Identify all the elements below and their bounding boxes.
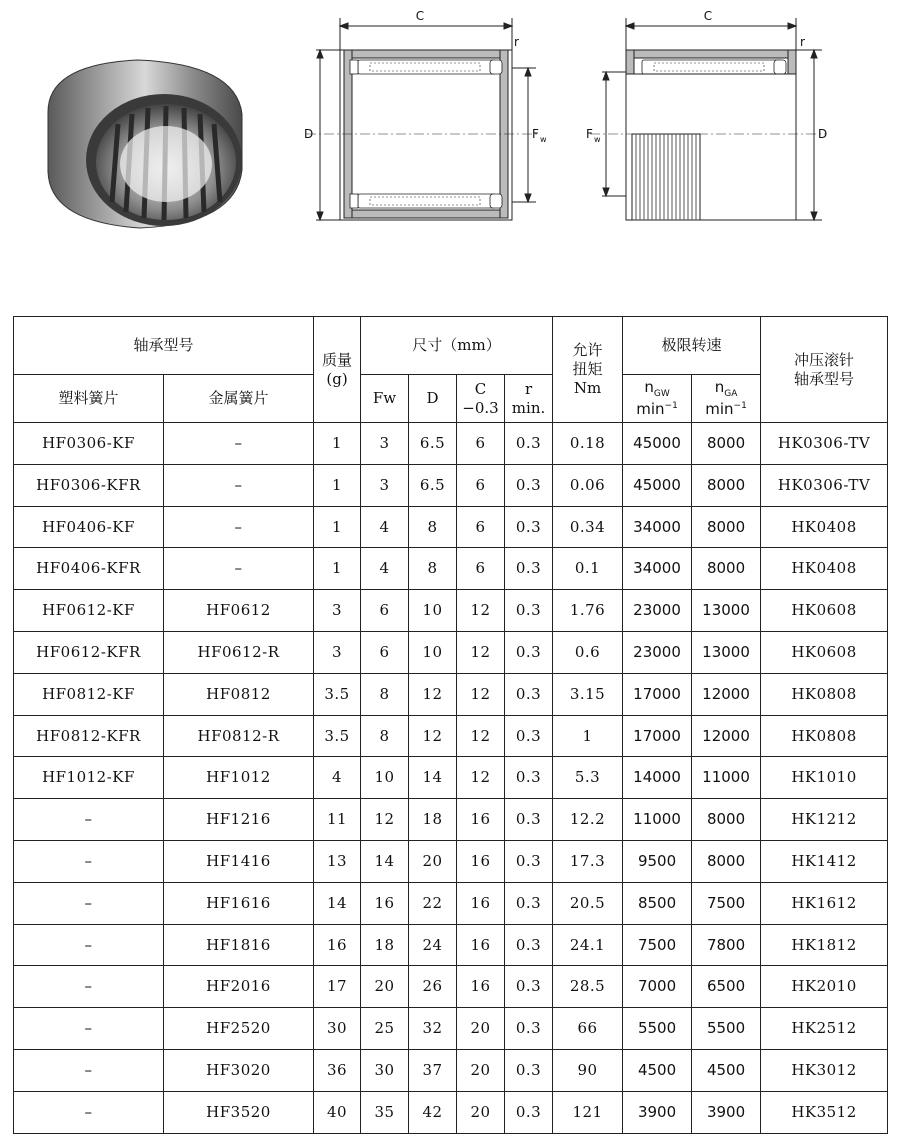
table-row [14,966,888,1008]
header-ngw-unit: min [636,400,665,419]
cell-hk: HK3512 [761,1091,888,1133]
cell-hk: HK1612 [761,882,888,924]
cell-r: 0.3 [505,631,553,673]
cell-d: 12 [409,673,457,715]
section-drawing-right [580,6,836,228]
right-c-label: C [703,9,713,23]
cell-mass: 1 [314,506,361,548]
cell-mass: 3 [314,590,361,632]
cell-torque: 121 [553,1091,623,1133]
cell-hk: HK0408 [761,548,888,590]
cell-d: 22 [409,882,457,924]
header-bearing-model: 轴承型号 [14,317,314,375]
cell-nga: 8000 [692,464,761,506]
cell-ngw: 23000 [623,590,692,632]
cell-nga: 7500 [692,882,761,924]
cell-r: 0.3 [505,590,553,632]
cell-mass: 3 [314,631,361,673]
cell-ngw: 7500 [623,924,692,966]
cell-nga: 8000 [692,840,761,882]
cell-mass: 11 [314,799,361,841]
cell-nga: 13000 [692,590,761,632]
cell-plastic: HF0306-KF [14,423,164,465]
table-row [14,715,888,757]
cell-plastic: – [14,966,164,1008]
cell-nga: 8000 [692,799,761,841]
cell-hk: HK1010 [761,757,888,799]
table-row [14,924,888,966]
cell-mass: 17 [314,966,361,1008]
cell-plastic: – [14,840,164,882]
cell-torque: 0.6 [553,631,623,673]
table-row [14,757,888,799]
cell-c: 12 [457,631,505,673]
cell-fw: 10 [361,757,409,799]
cell-metal: HF3520 [164,1091,314,1133]
cell-fw: 20 [361,966,409,1008]
cell-c: 6 [457,548,505,590]
cell-fw: 25 [361,1008,409,1050]
cell-mass: 30 [314,1008,361,1050]
cell-fw: 4 [361,548,409,590]
table-row [14,590,888,632]
cell-r: 0.3 [505,673,553,715]
table-row [14,799,888,841]
cell-hk: HK0306-TV [761,423,888,465]
left-c-label: C [415,9,425,23]
cell-mass: 1 [314,548,361,590]
cell-metal: HF2016 [164,966,314,1008]
header-nga-sup: −1 [733,401,747,412]
cell-d: 20 [409,840,457,882]
header-hk-line2: 轴承型号 [794,369,855,388]
cell-nga: 8000 [692,548,761,590]
left-d-label: D [304,127,314,141]
cell-fw: 30 [361,1049,409,1091]
header-torque [553,317,623,423]
cell-plastic: HF1012-KF [14,757,164,799]
cell-c: 12 [457,590,505,632]
bearing-spec-table [13,316,888,1134]
cell-d: 24 [409,924,457,966]
cell-hk: HK0808 [761,673,888,715]
header-dimensions: 尺寸（mm） [361,317,553,375]
header-torque-line3: Nm [573,378,602,397]
cell-hk: HK2512 [761,1008,888,1050]
cell-d: 14 [409,757,457,799]
table-row [14,548,888,590]
cell-plastic: HF0612-KF [14,590,164,632]
cell-metal: HF0812-R [164,715,314,757]
table-row [14,673,888,715]
cell-fw: 4 [361,506,409,548]
cell-ngw: 17000 [623,715,692,757]
cell-hk: HK0608 [761,631,888,673]
header-d: D [409,375,457,423]
cell-torque: 1 [553,715,623,757]
cell-nga: 4500 [692,1049,761,1091]
cell-ngw: 17000 [623,673,692,715]
cell-d: 18 [409,799,457,841]
table-row [14,506,888,548]
cell-ngw: 11000 [623,799,692,841]
cell-nga: 11000 [692,757,761,799]
cell-torque: 20.5 [553,882,623,924]
cell-fw: 3 [361,423,409,465]
cell-torque: 24.1 [553,924,623,966]
cell-nga: 12000 [692,715,761,757]
cell-hk: HK0808 [761,715,888,757]
cell-c: 16 [457,840,505,882]
header-nga-unit: min [705,400,734,419]
cell-d: 32 [409,1008,457,1050]
cell-ngw: 45000 [623,423,692,465]
cell-fw: 14 [361,840,409,882]
cell-hk: HK1412 [761,840,888,882]
cell-plastic: HF0406-KF [14,506,164,548]
cell-r: 0.3 [505,757,553,799]
table-row [14,464,888,506]
cell-nga: 3900 [692,1091,761,1133]
right-fw-label: F [586,127,593,141]
cell-fw: 6 [361,590,409,632]
cell-ngw: 9500 [623,840,692,882]
cell-plastic: – [14,924,164,966]
cell-hk: HK0408 [761,506,888,548]
cell-ngw: 23000 [623,631,692,673]
cell-c: 6 [457,423,505,465]
cell-metal: HF0612 [164,590,314,632]
cell-c: 20 [457,1091,505,1133]
cell-nga: 8000 [692,506,761,548]
cell-hk: HK1212 [761,799,888,841]
cell-plastic: HF0812-KFR [14,715,164,757]
cell-torque: 5.3 [553,757,623,799]
cell-fw: 12 [361,799,409,841]
cell-hk: HK2010 [761,966,888,1008]
cell-metal: HF1416 [164,840,314,882]
cell-torque: 90 [553,1049,623,1091]
cell-d: 42 [409,1091,457,1133]
cell-fw: 35 [361,1091,409,1133]
cell-d: 37 [409,1049,457,1091]
cell-nga: 8000 [692,423,761,465]
cell-hk: HK1812 [761,924,888,966]
cell-plastic: HF0306-KFR [14,464,164,506]
header-ngw-sub: GW [653,389,670,399]
cell-fw: 16 [361,882,409,924]
table-row [14,840,888,882]
cell-mass: 1 [314,423,361,465]
cell-fw: 6 [361,631,409,673]
header-hk-model [761,317,888,423]
header-ngw-n: n [644,378,654,396]
table-row [14,1008,888,1050]
cell-hk: HK0306-TV [761,464,888,506]
cell-plastic: – [14,882,164,924]
section-drawing-left [296,6,550,228]
cell-d: 12 [409,715,457,757]
cell-ngw: 4500 [623,1049,692,1091]
cell-torque: 0.18 [553,423,623,465]
cell-r: 0.3 [505,840,553,882]
cell-c: 6 [457,464,505,506]
cell-torque: 0.06 [553,464,623,506]
header-plastic-spring: 塑料簧片 [14,375,164,423]
cell-mass: 13 [314,840,361,882]
cell-metal: HF0612-R [164,631,314,673]
cell-plastic: HF0612-KFR [14,631,164,673]
cell-torque: 0.34 [553,506,623,548]
cell-nga: 13000 [692,631,761,673]
cell-mass: 16 [314,924,361,966]
header-mass-line1: 质量 [322,350,353,369]
cell-metal: HF3020 [164,1049,314,1091]
cell-r: 0.3 [505,799,553,841]
table-row [14,423,888,465]
table-row [14,1091,888,1133]
cell-plastic: – [14,799,164,841]
cell-hk: HK3012 [761,1049,888,1091]
figure-area [0,0,900,300]
table-body [14,423,888,1134]
cell-mass: 1 [314,464,361,506]
bearing-photo [28,52,260,234]
cell-metal: – [164,464,314,506]
cell-r: 0.3 [505,715,553,757]
cell-fw: 3 [361,464,409,506]
right-fw-sub: w [594,135,601,144]
cell-metal: HF1816 [164,924,314,966]
cell-ngw: 14000 [623,757,692,799]
cell-d: 6.5 [409,464,457,506]
header-mass [314,317,361,423]
cell-ngw: 8500 [623,882,692,924]
cell-r: 0.3 [505,423,553,465]
header-torque-line1: 允许 [572,341,603,360]
cell-plastic: – [14,1091,164,1133]
cell-c: 6 [457,506,505,548]
cell-mass: 4 [314,757,361,799]
cell-torque: 0.1 [553,548,623,590]
cell-metal: HF0812 [164,673,314,715]
header-hk-line1: 冲压滚针 [794,350,855,369]
cell-mass: 3.5 [314,715,361,757]
header-nga [692,375,761,423]
cell-ngw: 3900 [623,1091,692,1133]
cell-ngw: 34000 [623,548,692,590]
cell-c: 16 [457,882,505,924]
header-speed-limit: 极限转速 [623,317,761,375]
cell-torque: 17.3 [553,840,623,882]
cell-fw: 18 [361,924,409,966]
cell-c: 16 [457,924,505,966]
cell-metal: HF1216 [164,799,314,841]
cell-nga: 5500 [692,1008,761,1050]
cell-metal: – [164,506,314,548]
table-row [14,1049,888,1091]
cell-c: 20 [457,1008,505,1050]
header-fw: Fw [361,375,409,423]
cell-plastic: – [14,1008,164,1050]
cell-plastic: HF0406-KFR [14,548,164,590]
right-d-label: D [818,127,828,141]
header-nga-n: n [714,378,725,396]
cell-ngw: 34000 [623,506,692,548]
cell-torque: 12.2 [553,799,623,841]
cell-mass: 36 [314,1049,361,1091]
cell-c: 20 [457,1049,505,1091]
cell-mass: 40 [314,1091,361,1133]
cell-d: 26 [409,966,457,1008]
cell-c: 12 [457,715,505,757]
header-ngw-sup: −1 [664,401,678,412]
header-c-line2: −0.3 [462,398,499,417]
header-c-line1: C [474,379,487,398]
cell-c: 16 [457,799,505,841]
cell-torque: 28.5 [553,966,623,1008]
header-r [505,375,553,423]
cell-mass: 3.5 [314,673,361,715]
cell-r: 0.3 [505,924,553,966]
cell-r: 0.3 [505,464,553,506]
header-mass-line2: (g) [326,369,348,388]
cell-fw: 8 [361,715,409,757]
header-nga-sub: GA [724,389,738,399]
cell-metal: HF1616 [164,882,314,924]
cell-ngw: 5500 [623,1008,692,1050]
cell-metal: HF1012 [164,757,314,799]
cell-c: 12 [457,673,505,715]
cell-torque: 1.76 [553,590,623,632]
header-c [457,375,505,423]
cell-d: 10 [409,590,457,632]
left-fw-sub: w [540,135,547,144]
cell-c: 16 [457,966,505,1008]
cell-ngw: 7000 [623,966,692,1008]
cell-ngw: 45000 [623,464,692,506]
left-fw-label: F [532,127,539,141]
cell-hk: HK0608 [761,590,888,632]
cell-torque: 3.15 [553,673,623,715]
table-row [14,631,888,673]
cell-plastic: HF0812-KF [14,673,164,715]
cell-metal: – [164,548,314,590]
cell-r: 0.3 [505,548,553,590]
cell-nga: 12000 [692,673,761,715]
cell-metal: – [164,423,314,465]
cell-d: 10 [409,631,457,673]
header-torque-line2: 扭矩 [572,360,603,379]
cell-r: 0.3 [505,506,553,548]
cell-r: 0.3 [505,966,553,1008]
header-r-line2: min. [511,398,546,417]
cell-r: 0.3 [505,882,553,924]
cell-plastic: – [14,1049,164,1091]
header-ngw [623,375,692,423]
cell-torque: 66 [553,1008,623,1050]
cell-r: 0.3 [505,1049,553,1091]
cell-d: 8 [409,548,457,590]
left-r-label: r [514,35,519,49]
right-r-label: r [800,35,805,49]
cell-c: 12 [457,757,505,799]
cell-metal: HF2520 [164,1008,314,1050]
cell-r: 0.3 [505,1008,553,1050]
cell-nga: 7800 [692,924,761,966]
cell-d: 6.5 [409,423,457,465]
cell-d: 8 [409,506,457,548]
cell-nga: 6500 [692,966,761,1008]
cell-mass: 14 [314,882,361,924]
cell-r: 0.3 [505,1091,553,1133]
header-r-line1: r [524,379,533,398]
cell-fw: 8 [361,673,409,715]
table-row [14,882,888,924]
header-metal-spring: 金属簧片 [164,375,314,423]
